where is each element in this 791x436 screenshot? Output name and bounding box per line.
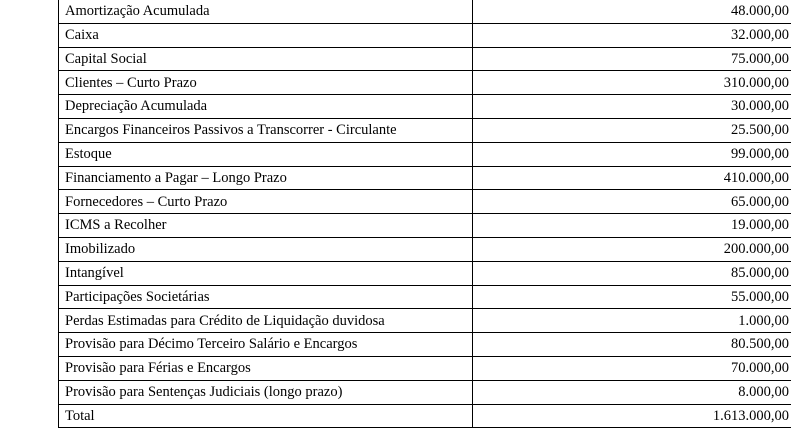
account-name: Amortização Acumulada: [59, 0, 473, 23]
account-name: Fornecedores – Curto Prazo: [59, 190, 473, 214]
table-row: [59, 333, 791, 357]
account-name: Capital Social: [59, 47, 473, 71]
account-name: Estoque: [59, 142, 473, 166]
account-name: Caixa: [59, 23, 473, 47]
account-value: 200.000,00: [473, 237, 791, 261]
table-row: [59, 0, 791, 23]
account-value: 85.000,00: [473, 261, 791, 285]
accounts-document: [58, 0, 789, 430]
account-name: Financiamento a Pagar – Longo Prazo: [59, 166, 473, 190]
table-row: [59, 214, 791, 238]
table-row: [59, 237, 791, 261]
table-row: [59, 71, 791, 95]
account-name: Clientes – Curto Prazo: [59, 71, 473, 95]
account-value: 8.000,00: [473, 380, 791, 404]
account-name: Imobilizado: [59, 237, 473, 261]
account-value: 410.000,00: [473, 166, 791, 190]
account-name: Perdas Estimadas para Crédito de Liquidação duvidosa: [59, 309, 473, 333]
table-row: [59, 285, 791, 309]
account-name: Encargos Financeiros Passivos a Transcorrer - Circulante: [59, 118, 473, 142]
table-row: [59, 190, 791, 214]
account-name: Participações Societárias: [59, 285, 473, 309]
account-value: 32.000,00: [473, 23, 791, 47]
table-row: [59, 166, 791, 190]
table-row: [59, 356, 791, 380]
account-value: 30.000,00: [473, 95, 791, 119]
account-value: 48.000,00: [473, 0, 791, 23]
account-name: Intangível: [59, 261, 473, 285]
account-value: 25.500,00: [473, 118, 791, 142]
table-row: [59, 142, 791, 166]
accounts-table-body: [59, 0, 791, 428]
total-row: [59, 404, 791, 428]
account-value: 65.000,00: [473, 190, 791, 214]
account-value: 80.500,00: [473, 333, 791, 357]
account-name: ICMS a Recolher: [59, 214, 473, 238]
table-row: [59, 95, 791, 119]
table-row: [59, 309, 791, 333]
account-value: 99.000,00: [473, 142, 791, 166]
account-name: Provisão para Sentenças Judiciais (longo prazo): [59, 380, 473, 404]
total-label: Total: [59, 404, 473, 428]
table-row: [59, 47, 791, 71]
table-row: [59, 118, 791, 142]
account-name: Provisão para Férias e Encargos: [59, 356, 473, 380]
account-value: 75.000,00: [473, 47, 791, 71]
account-value: 55.000,00: [473, 285, 791, 309]
account-value: 70.000,00: [473, 356, 791, 380]
account-name: Depreciação Acumulada: [59, 95, 473, 119]
table-row: [59, 380, 791, 404]
account-value: 19.000,00: [473, 214, 791, 238]
total-value: 1.613.000,00: [473, 404, 791, 428]
account-name: Provisão para Décimo Terceiro Salário e Encargos: [59, 333, 473, 357]
account-value: 310.000,00: [473, 71, 791, 95]
account-value: 1.000,00: [473, 309, 791, 333]
table-row: [59, 261, 791, 285]
table-row: [59, 23, 791, 47]
accounts-table: [58, 0, 791, 428]
